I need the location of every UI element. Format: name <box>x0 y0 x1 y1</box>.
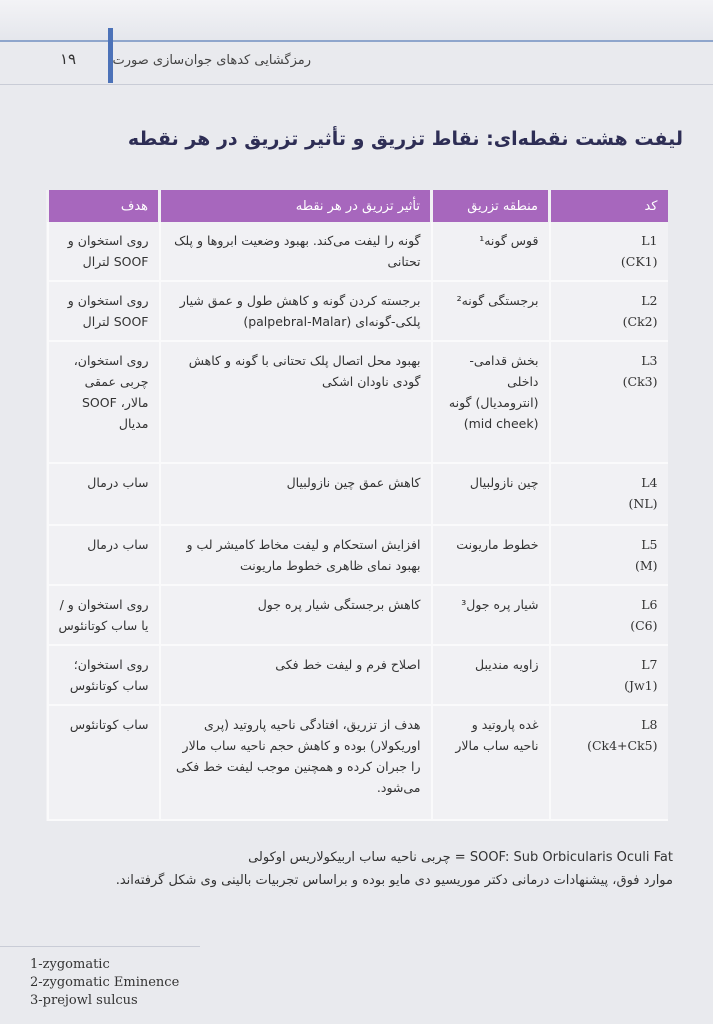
cell-code <box>550 463 668 525</box>
cell-target: روی استخوان و SOOF لترال <box>48 222 160 281</box>
table-row <box>48 463 668 525</box>
cell-area: قوس گونه¹ <box>432 222 550 281</box>
code-label: L7 <box>641 657 658 672</box>
source-note: موارد فوق، پیشنهادات درمانی دکتر موریسیو دی مایو بوده و براساس تجربیات بالینی وی شکل گرفته‌اند. <box>115 873 673 888</box>
code-sub-label: (C6) <box>630 618 658 633</box>
table-row <box>48 281 668 341</box>
code-label: L4 <box>641 475 658 490</box>
code-label: L8 <box>641 717 658 732</box>
code-sub-label: (NL) <box>628 496 658 511</box>
cell-code <box>550 222 668 281</box>
cell-target: ساب کوتانئوس <box>48 705 160 820</box>
code-label: L6 <box>641 597 658 612</box>
cell-effect: برجسته کردن گونه و کاهش طول و عمق شیار پلکی-گونه‌ای (palpebral-Malar) <box>160 281 432 341</box>
table-row <box>48 222 668 281</box>
cell-code <box>550 585 668 645</box>
cell-area: شیار پره جول³ <box>432 585 550 645</box>
table-row <box>48 645 668 705</box>
cell-effect: افزایش استحکام و لیفت مخاط کامیشر لب و بهبود نمای ظاهری خطوط ماریونت <box>160 525 432 585</box>
cell-target: ساب درمال <box>48 525 160 585</box>
code-label: L5 <box>641 537 658 552</box>
cell-area: خطوط ماریونت <box>432 525 550 585</box>
cell-code <box>550 341 668 463</box>
cell-effect: کاهش برجستگی شیار پره جول <box>160 585 432 645</box>
cell-area: زاویه مندیبل <box>432 645 550 705</box>
cell-effect: گونه را لیفت می‌کند. بهبود وضعیت ابروها و پلک تحتانی <box>160 222 432 281</box>
cell-target: روی استخوان، چربی عمقی مالار، SOOF مدیال <box>48 341 160 463</box>
page-number: ۱۹ <box>60 50 77 68</box>
cell-effect: اصلاح فرم و لیفت خط فکی <box>160 645 432 705</box>
cell-target: روی استخوان و / یا ساب کوتانئوس <box>48 585 160 645</box>
cell-code <box>550 281 668 341</box>
cell-target: روی استخوان و SOOF لترال <box>48 281 160 341</box>
code-sub-label: (M) <box>634 558 658 573</box>
footnote-rule <box>0 946 200 947</box>
header-bottom-rule <box>0 84 713 85</box>
footnotes <box>30 956 179 1010</box>
code-label: L2 <box>641 293 658 308</box>
code-sub-label: (Ck3) <box>622 374 658 389</box>
cell-area: بخش قدامی-داخلی (انترومدیال) گونه (mid cheek) <box>432 341 550 463</box>
code-sub-label: (CK1) <box>620 254 658 269</box>
footnote-3: 3-prejowl sulcus <box>30 993 138 1008</box>
table-row <box>48 705 668 820</box>
column-header-effect: تأثیر تزریق در هر نقطه <box>160 190 432 222</box>
footnote-1: 1-zygomatic <box>30 957 110 972</box>
cell-area: چین نازولبیال <box>432 463 550 525</box>
column-header-code: کد <box>550 190 668 222</box>
cell-effect: هدف از تزریق، افتادگی ناحیه پاروتید (پری اوریکولار) بوده و کاهش حجم ناحیه ساب مالار را جبران کرده و همچنین موجب لیفت خط فکی می‌شود. <box>160 705 432 820</box>
column-header-area: منطقه تزریق <box>432 190 550 222</box>
section-title: لیفت هشت نقطه‌ای: نقاط تزریق و تأثیر تزریق در هر نقطه <box>127 128 683 150</box>
table-row <box>48 341 668 463</box>
cell-target: ساب درمال <box>48 463 160 525</box>
code-sub-label: (Ck2) <box>622 314 658 329</box>
cell-area: برجستگی گونه² <box>432 281 550 341</box>
top-band <box>0 0 713 42</box>
cell-effect: کاهش عمق چین نازولبیال <box>160 463 432 525</box>
code-sub-label: (Jw1) <box>624 678 658 693</box>
injection-points-table <box>46 190 668 821</box>
table-row <box>48 585 668 645</box>
table-row <box>48 525 668 585</box>
code-sub-label: (Ck4+Ck5) <box>587 738 658 753</box>
cell-area: غده پاروتید و ناحیه ساب مالار <box>432 705 550 820</box>
cell-target: روی استخوان؛ ساب کوتانئوس <box>48 645 160 705</box>
cell-effect: بهبود محل اتصال پلک تحتانی با گونه و کاهش گودی ناودان اشکی <box>160 341 432 463</box>
column-header-target: هدف <box>48 190 160 222</box>
code-label: L1 <box>641 233 658 248</box>
header-rule <box>0 40 713 42</box>
table-header-row <box>48 190 668 222</box>
cell-code <box>550 645 668 705</box>
code-label: L3 <box>641 353 658 368</box>
running-title: رمزگشایی کدهای جوان‌سازی صورت <box>112 53 311 68</box>
cell-code <box>550 705 668 820</box>
footnote-2: 2-zygomatic Eminence <box>30 975 180 990</box>
soof-note: SOOF: Sub Orbicularis Oculi Fat = چربی ناحیه ساب اربیکولاریس اوکولی <box>248 850 673 865</box>
cell-code <box>550 525 668 585</box>
